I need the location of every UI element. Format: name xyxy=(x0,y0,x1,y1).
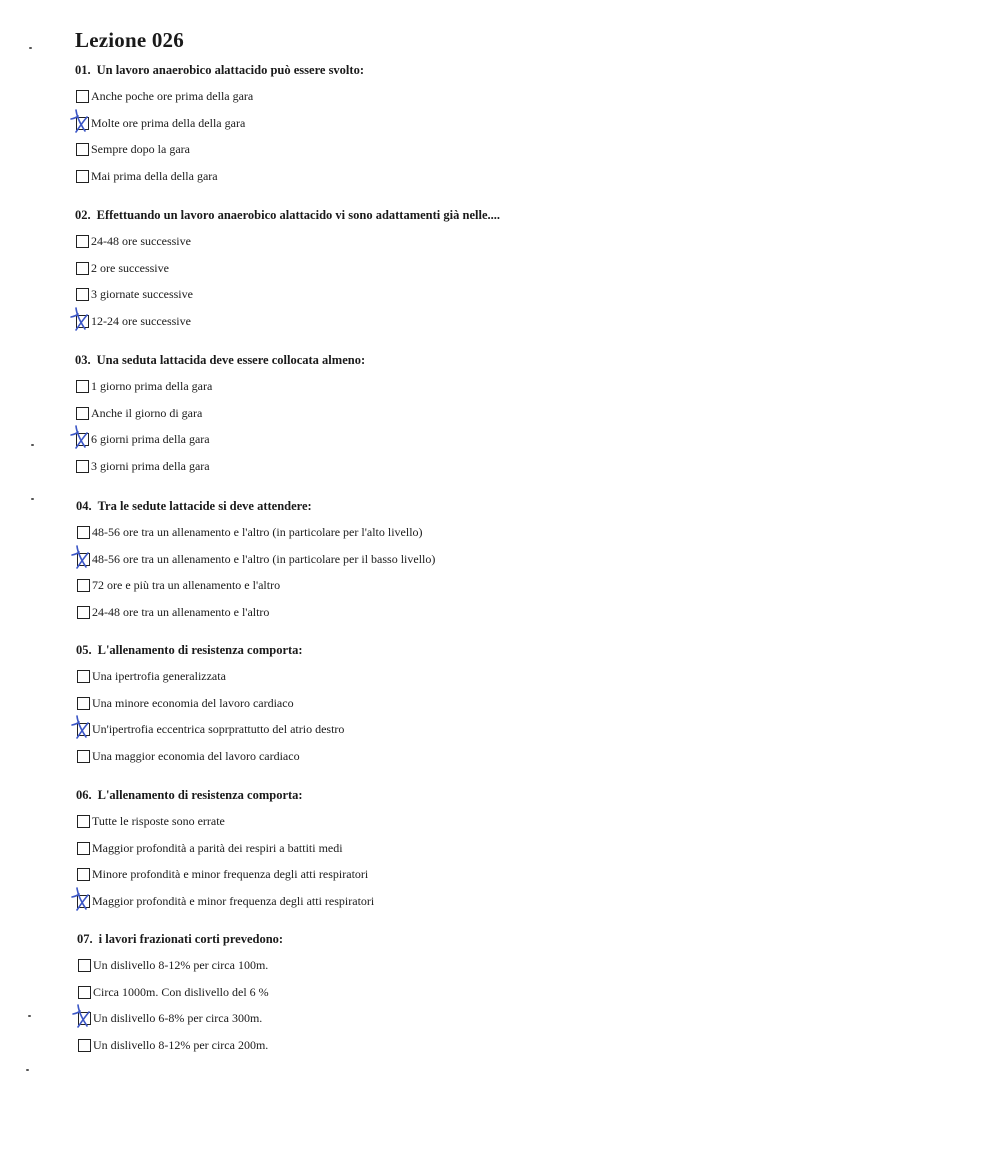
answer-checkbox[interactable] xyxy=(78,986,91,999)
answer-option[interactable] xyxy=(77,551,435,567)
answer-label: 12-24 ore successive xyxy=(91,313,191,328)
question-number: 07. xyxy=(77,932,93,946)
answer-label: Un'ipertrofia eccentrica soprprattutto del atrio destro xyxy=(92,721,345,736)
question-number: 04. xyxy=(76,499,92,513)
answer-option[interactable] xyxy=(77,866,368,882)
answer-option[interactable] xyxy=(77,604,269,620)
answer-option[interactable] xyxy=(77,577,280,593)
answer-option[interactable] xyxy=(77,524,423,540)
answer-label: Anche poche ore prima della gara xyxy=(91,88,254,103)
answer-label: Circa 1000m. Con dislivello del 6 % xyxy=(93,984,269,999)
answer-label: Maggior profondità e minor frequenza degli atti respiratori xyxy=(92,893,375,908)
answer-checkbox[interactable] xyxy=(77,697,90,710)
answer-option[interactable] xyxy=(77,695,294,711)
answer-label: 24-48 ore successive xyxy=(91,233,191,248)
answer-checkbox[interactable] xyxy=(77,670,90,683)
answer-option[interactable] xyxy=(78,1010,262,1026)
question-1 xyxy=(75,63,364,78)
question-7 xyxy=(77,932,283,947)
answer-label: 24-48 ore tra un allenamento e l'altro xyxy=(92,604,270,619)
answer-option[interactable] xyxy=(76,115,245,131)
answer-checkbox[interactable] xyxy=(77,895,90,908)
answer-checkbox[interactable] xyxy=(78,1039,91,1052)
answer-label: Mai prima della della gara xyxy=(91,168,218,183)
answer-option[interactable] xyxy=(76,168,218,184)
answer-label: Anche il giorno di gara xyxy=(91,405,203,420)
answer-label: 48-56 ore tra un allenamento e l'altro (in particolare per l'alto livello) xyxy=(92,524,423,539)
answer-label: 1 giorno prima della gara xyxy=(91,378,213,393)
answer-checkbox[interactable] xyxy=(77,579,90,592)
question-text: Un lavoro anaerobico alattacido può essere svolto: xyxy=(96,63,364,77)
answer-checkbox[interactable] xyxy=(77,606,90,619)
question-number: 01. xyxy=(75,63,91,77)
question-text: i lavori frazionati corti prevedono: xyxy=(98,932,284,946)
scan-speck xyxy=(31,498,34,500)
answer-label: Un dislivello 6-8% per circa 300m. xyxy=(93,1010,263,1025)
question-3 xyxy=(75,353,365,368)
answer-option[interactable] xyxy=(76,458,210,474)
answer-option[interactable] xyxy=(77,748,300,764)
answer-label: Sempre dopo la gara xyxy=(91,141,190,156)
answer-checkbox[interactable] xyxy=(77,723,90,736)
answer-option[interactable] xyxy=(78,984,269,1000)
answer-checkbox[interactable] xyxy=(76,235,89,248)
answer-option[interactable] xyxy=(76,286,193,302)
question-text: L'allenamento di resistenza comporta: xyxy=(97,788,303,802)
answer-checkbox[interactable] xyxy=(76,143,89,156)
answer-option[interactable] xyxy=(76,88,253,104)
answer-option[interactable] xyxy=(76,313,191,329)
answer-option[interactable] xyxy=(76,233,191,249)
answer-option[interactable] xyxy=(77,840,343,856)
scan-speck xyxy=(31,444,34,446)
answer-checkbox[interactable] xyxy=(77,553,90,566)
question-text: Tra le sedute lattacide si deve attendere: xyxy=(97,499,312,513)
answer-label: Una maggior economia del lavoro cardiaco xyxy=(92,748,300,763)
answer-option[interactable] xyxy=(76,405,202,421)
answer-label: Un dislivello 8-12% per circa 100m. xyxy=(93,957,269,972)
question-number: 05. xyxy=(76,643,92,657)
answer-label: Una minore economia del lavoro cardiaco xyxy=(92,695,294,710)
scan-speck xyxy=(28,1015,31,1017)
page-title: Lezione 026 xyxy=(75,28,184,52)
answer-checkbox[interactable] xyxy=(76,460,89,473)
question-text: L'allenamento di resistenza comporta: xyxy=(97,643,303,657)
answer-option[interactable] xyxy=(78,957,268,973)
answer-label: 3 giorni prima della gara xyxy=(91,458,210,473)
answer-checkbox[interactable] xyxy=(77,526,90,539)
answer-checkbox[interactable] xyxy=(78,1012,91,1025)
question-number: 03. xyxy=(75,353,91,367)
answer-option[interactable] xyxy=(76,260,169,276)
answer-label: 3 giornate successive xyxy=(91,286,193,301)
question-5 xyxy=(76,643,303,658)
answer-option[interactable] xyxy=(76,378,212,394)
answer-checkbox[interactable] xyxy=(76,380,89,393)
answer-label: 2 ore successive xyxy=(91,260,169,275)
answer-label: 72 ore e più tra un allenamento e l'altro xyxy=(92,577,281,592)
answer-checkbox[interactable] xyxy=(76,262,89,275)
answer-checkbox[interactable] xyxy=(76,117,89,130)
answer-checkbox[interactable] xyxy=(77,750,90,763)
answer-label: Una ipertrofia generalizzata xyxy=(92,668,226,683)
answer-label: Maggior profondità a parità dei respiri a battiti medi xyxy=(92,840,343,855)
question-6 xyxy=(76,788,303,803)
answer-checkbox[interactable] xyxy=(76,433,89,446)
question-text: Una seduta lattacida deve essere collocata almeno: xyxy=(96,353,366,367)
answer-checkbox[interactable] xyxy=(76,90,89,103)
answer-checkbox[interactable] xyxy=(76,170,89,183)
answer-checkbox[interactable] xyxy=(77,842,90,855)
answer-option[interactable] xyxy=(77,721,344,737)
scan-speck xyxy=(26,1069,29,1071)
answer-checkbox[interactable] xyxy=(77,868,90,881)
answer-label: Tutte le risposte sono errate xyxy=(92,813,225,828)
answer-checkbox[interactable] xyxy=(76,288,89,301)
answer-checkbox[interactable] xyxy=(76,407,89,420)
answer-option[interactable] xyxy=(77,668,226,684)
answer-option[interactable] xyxy=(78,1037,268,1053)
answer-checkbox[interactable] xyxy=(78,959,91,972)
answer-checkbox[interactable] xyxy=(77,815,90,828)
scan-speck xyxy=(29,47,32,49)
answer-option[interactable] xyxy=(76,141,190,157)
question-number: 06. xyxy=(76,788,92,802)
answer-label: Un dislivello 8-12% per circa 200m. xyxy=(93,1037,269,1052)
question-2 xyxy=(75,208,500,223)
question-text: Effettuando un lavoro anaerobico alattacido vi sono adattamenti già nelle.... xyxy=(96,208,500,222)
answer-option[interactable] xyxy=(77,813,225,829)
answer-label: Minore profondità e minor frequenza degli atti respiratori xyxy=(92,866,369,881)
answer-checkbox[interactable] xyxy=(76,315,89,328)
answer-option[interactable] xyxy=(76,431,210,447)
question-number: 02. xyxy=(75,208,91,222)
answer-label: 48-56 ore tra un allenamento e l'altro (in particolare per il basso livello) xyxy=(92,551,436,566)
question-4 xyxy=(76,499,312,514)
answer-label: 6 giorni prima della gara xyxy=(91,431,210,446)
answer-option[interactable] xyxy=(77,893,374,909)
answer-label: Molte ore prima della della gara xyxy=(91,115,246,130)
